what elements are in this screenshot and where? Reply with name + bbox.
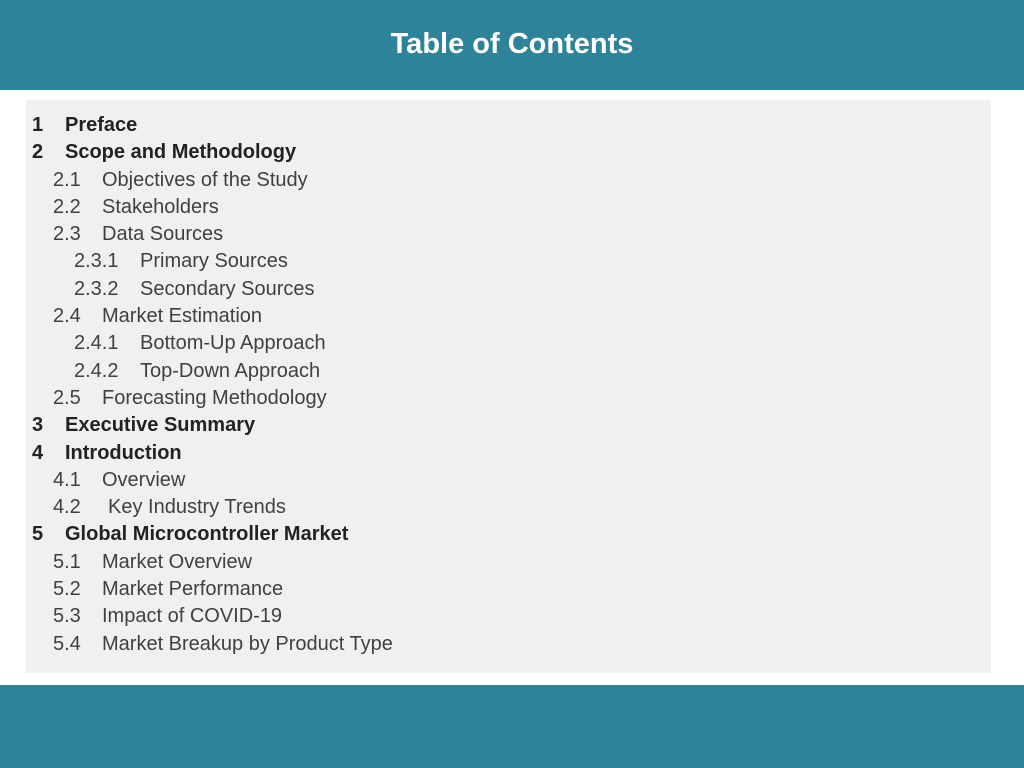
toc-label: Impact of COVID-19	[102, 605, 283, 628]
table-of-contents	[32, 112, 393, 658]
toc-number: 2.5	[53, 386, 81, 409]
toc-number: 2.3.1	[74, 250, 119, 273]
toc-label: Primary Sources	[140, 250, 288, 273]
toc-entry-4-1	[32, 467, 393, 494]
toc-entry-2-5	[32, 385, 393, 412]
toc-number: 2	[32, 141, 44, 164]
toc-entry-2-4-2	[32, 358, 393, 385]
toc-label: Preface	[65, 114, 138, 136]
toc-number: 4.2	[53, 496, 81, 519]
toc-label: Executive Summary	[65, 414, 256, 437]
toc-number: 5.2	[53, 578, 81, 601]
toc-label: Bottom-Up Approach	[140, 332, 326, 355]
toc-label: Key Industry Trends	[108, 496, 286, 519]
toc-entry-2-2	[32, 194, 393, 221]
toc-number: 1	[32, 114, 44, 136]
toc-entry-1	[32, 112, 393, 139]
toc-entry-5-3	[32, 603, 393, 630]
toc-number: 5.3	[53, 605, 81, 628]
toc-number: 2.4.2	[74, 359, 119, 382]
toc-number: 2.2	[53, 195, 81, 218]
toc-number: 5	[32, 523, 44, 546]
toc-label: Data Sources	[102, 223, 224, 246]
toc-number: 2.3.2	[74, 277, 119, 300]
toc-number: 2.3	[53, 223, 81, 246]
page-title: Table of Contents	[390, 28, 634, 60]
toc-entry-5-2	[32, 576, 393, 603]
toc-number: 5.4	[53, 632, 81, 655]
toc-number: 3	[32, 414, 44, 437]
toc-label: Introduction	[65, 441, 182, 464]
toc-label: Market Breakup by Product Type	[102, 632, 393, 655]
toc-entry-2	[32, 139, 393, 166]
toc-entry-2-1	[32, 167, 393, 194]
toc-number: 4.1	[53, 468, 81, 491]
toc-number: 4	[32, 441, 44, 464]
toc-entry-3	[32, 412, 393, 439]
toc-label: Top-Down Approach	[140, 359, 321, 382]
toc-label: Market Overview	[102, 550, 253, 573]
toc-label: Scope and Methodology	[65, 141, 297, 164]
toc-number: 2.4	[53, 305, 81, 328]
footer-band	[0, 685, 1024, 768]
toc-entry-4	[32, 440, 393, 467]
toc-entry-2-3-2	[32, 276, 393, 303]
toc-label: Global Microcontroller Market	[65, 523, 349, 546]
toc-label: Overview	[102, 468, 186, 491]
toc-number: 2.1	[53, 168, 81, 191]
toc-number: 2.4.1	[74, 332, 119, 355]
toc-label: Secondary Sources	[140, 277, 315, 300]
toc-label: Market Estimation	[102, 305, 263, 328]
toc-label: Objectives of the Study	[102, 168, 308, 191]
toc-entry-2-3	[32, 221, 393, 248]
toc-entry-4-2	[32, 494, 393, 521]
toc-entry-5-1	[32, 549, 393, 576]
toc-number: 5.1	[53, 550, 81, 573]
toc-entry-2-4	[32, 303, 393, 330]
toc-entry-5	[32, 521, 393, 548]
toc-entry-2-3-1	[32, 248, 393, 275]
toc-label: Market Performance	[102, 578, 284, 601]
toc-label: Stakeholders	[102, 195, 219, 218]
toc-label: Forecasting Methodology	[102, 386, 327, 409]
toc-entry-2-4-1	[32, 330, 393, 357]
toc-entry-5-4	[32, 631, 393, 658]
